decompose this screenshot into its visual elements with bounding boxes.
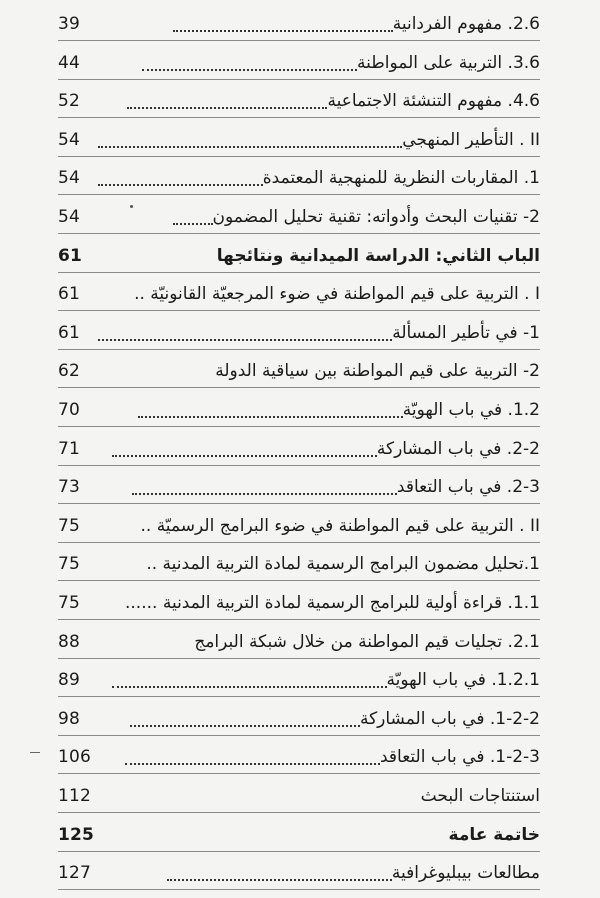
toc-entry-title [127,91,540,111]
toc-page-number: 125 [58,824,95,845]
toc-title-text: 2.1. تجليات قيم المواطنة من خلال شبكة البرامج [194,631,540,652]
dot-leader [173,26,393,32]
toc-entry [58,581,540,620]
toc-entry [58,851,540,890]
toc-page-number: 44 [58,52,81,73]
toc-title-text: 1-2-2. في باب المشاركة [359,708,540,729]
toc-page-number: 106 [58,747,92,768]
toc-entry-title [112,670,540,690]
stray-ink-dash [30,752,40,753]
toc-page-number: 75 [58,554,81,575]
dot-leader [98,142,402,148]
toc-entry-title [215,361,540,381]
toc-entry [58,388,540,427]
toc-title-text: 1- في تأطير المسألة [392,322,540,343]
toc-entry-title [98,130,540,150]
toc-entry-title [173,14,540,34]
toc-page-number: 54 [58,129,81,150]
toc-entry [58,41,540,80]
toc-entry-title [421,786,540,806]
toc-page-number: 54 [58,168,81,189]
toc-entry [58,774,540,813]
toc-entry-title [130,709,540,729]
toc-entry [58,118,540,157]
toc-title-text: خاتمة عامة [448,824,540,845]
toc-entry-title [217,246,540,266]
toc-entry-title [112,439,540,459]
dot-leader [127,103,327,109]
toc-entry [58,504,540,543]
toc-entry-title [125,747,540,767]
dot-leader [98,180,263,186]
toc-entry [58,2,540,41]
stray-ink-mark [130,205,133,208]
toc-title-text: 2-2. في باب المشاركة [376,438,540,459]
toc-title-text: 2-3. في باب التعاقد [396,477,540,498]
toc-title-text: 1. المقاربات النظرية للمنهجية المعتمدة [262,168,540,189]
toc-entry-title [140,516,540,536]
toc-title-text: II . التربية على قيم المواطنة في ضوء البرامج الرسميّة .. [140,515,540,536]
toc-page-number: 52 [58,91,81,112]
toc-entry-title [134,284,540,304]
toc-page-number: 88 [58,631,81,652]
dot-leader [125,759,380,765]
toc-page-number: 73 [58,477,81,498]
dot-leader [132,489,397,495]
toc-entry [58,272,540,311]
toc-page-number: 71 [58,438,81,459]
dot-leader [142,65,357,71]
toc-title-text: 1-2-3. في باب التعاقد [379,747,540,768]
toc-entry-title [449,825,540,845]
toc-entry [58,349,540,388]
toc-page-number: 75 [58,515,81,536]
toc-page-number: 54 [58,207,81,227]
toc-entry [58,813,540,852]
dot-leader [167,875,392,881]
toc-title-text: 1.2. في باب الهويّة [402,400,540,420]
toc-entry-title [98,168,540,188]
toc-entry [58,697,540,736]
toc-entry [58,620,540,659]
toc-page-number: 89 [58,670,81,691]
toc-title-text: I . التربية على قيم المواطنة في ضوء المرجعيّة القانونيّة .. [134,284,540,305]
toc-title-text: مطالعات بيبليوغرافية [391,863,540,884]
toc-title-text: 4.6. مفهوم التنشئة الاجتماعية [327,91,540,112]
toc-title-text: II . التأطير المنهجي [402,129,540,150]
toc-entry [58,658,540,697]
toc-entry-title [125,593,540,613]
toc-page-number: 39 [58,14,81,34]
toc-page-number: 70 [58,400,81,420]
toc-entry-title [132,477,540,497]
toc-title-text: 3.6. التربية على المواطنة [356,52,540,73]
toc-entry-title [138,400,540,420]
toc-title-text: 1.2.1. في باب الهويّة [386,670,540,691]
toc-entry-title [142,53,540,73]
toc-page-number: 112 [58,786,92,806]
toc-page-number: 62 [58,361,81,382]
toc-entry-title [98,323,540,343]
toc-entry [58,195,540,234]
toc-page-number: 61 [58,284,81,305]
toc-page-number: 75 [58,593,81,613]
toc-entry [58,234,540,273]
toc-entry [58,311,540,350]
dot-leader [98,335,392,341]
toc-title-text: الباب الثاني: الدراسة الميدانية ونتائجها [216,245,540,266]
toc-entry [58,465,540,504]
toc-entry [58,427,540,466]
toc-entry [58,79,540,118]
toc-page-number: 98 [58,708,81,729]
dot-leader [173,219,213,225]
dot-leader [138,412,403,418]
toc-entry-title [173,207,540,227]
toc-entry [58,542,540,581]
toc-title-text: 2.6. مفهوم الفردانية [392,14,540,34]
toc-page-number: 61 [58,322,81,343]
toc-title-text: 2- تقنيات البحث وأدواته: تقنية تحليل المضمون [212,207,540,227]
dot-leader [130,721,360,727]
toc-entry [58,156,540,195]
dot-leader [112,682,387,688]
toc-title-text: 1.1. قراءة أولية للبرامج الرسمية لمادة التربية المدنية ...... [125,593,540,613]
toc-page-number: 61 [58,245,83,266]
toc-entry-title [194,632,540,652]
dot-leader [112,451,377,457]
toc-title-text: 2- التربية على قيم المواطنة بين سياقية الدولة [215,361,540,382]
toc-title-text: 1.تحليل مضمون البرامج الرسمية لمادة التربية المدنية .. [146,554,540,575]
toc-entry-title [146,554,540,574]
toc-title-text: استنتاجات البحث [420,786,540,806]
toc-page-number: 127 [58,863,92,884]
toc-entry [58,735,540,774]
toc-entry-title [167,863,540,883]
